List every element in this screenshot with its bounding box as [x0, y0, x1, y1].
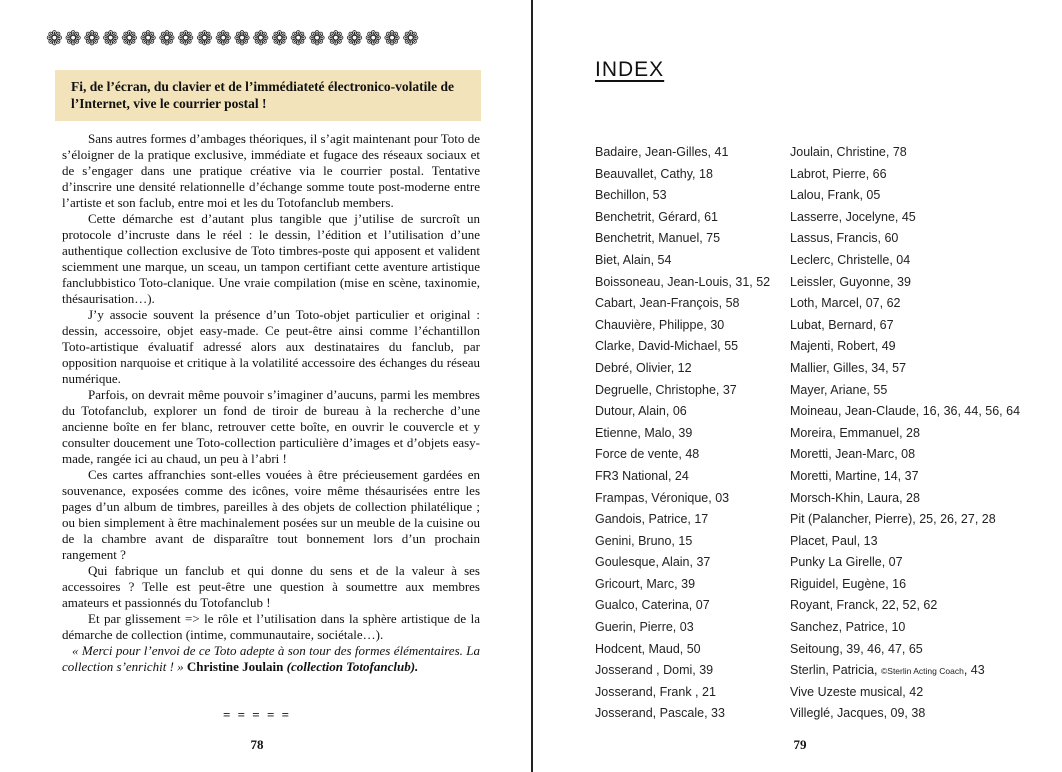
- body-text: [62, 131, 480, 675]
- index-entry: Royant, Franck, 22, 52, 62: [790, 598, 938, 613]
- index-entry: Placet, Paul, 13: [790, 533, 878, 548]
- paragraph: Cette démarche est d’autant plus tangible que j’utilise de surcroît un protocole d’incruste dans le réel : le dessin, l’édition et l’utilisation d’une authentique collection exclusive de Toto timbres-poste qui apposent et valident sciemment une marque, un sceau, un tampon certifiant cette aventure artistique fanclubbistico Toto-clanique. Une vraie compilation (mise en scène, taxinomie, thésaurisation…).: [62, 211, 480, 306]
- index-entry: Moretti, Martine, 14, 37: [790, 468, 919, 483]
- index-entry: Mallier, Gilles, 34, 57: [790, 360, 907, 375]
- paragraph: Et par glissement => le rôle et l’utilisation dans la sphère artistique de la démarche de collection (intime, communautaire, sociétale…).: [62, 611, 480, 642]
- index-entry: Lasserre, Jocelyne, 45: [790, 209, 916, 224]
- closing-segment: « Merci pour l’envoi de ce Toto adepte à son tour des formes élémentaires. La collection s’enrichit ! »: [62, 643, 480, 674]
- index-entry: Boissoneau, Jean-Louis, 31, 52: [595, 274, 771, 289]
- index-entry: Punky La Girelle, 07: [790, 555, 903, 570]
- index-entry: FR3 National, 24: [595, 468, 689, 483]
- index-entry: Hodcent, Maud, 50: [595, 641, 701, 656]
- index-entry: Moretti, Jean-Marc, 08: [790, 447, 916, 462]
- index-entry: Josserand, Frank , 21: [595, 684, 716, 699]
- right-page-number: 79: [793, 737, 807, 752]
- text-segment: Sterlin, Patricia,: [790, 663, 882, 678]
- index-entry: Majenti, Robert, 49: [790, 339, 896, 354]
- index-column-2: [790, 142, 1060, 725]
- paragraph: Parfois, on devrait même pouvoir s’imaginer d’aucuns, parmi les membres du Totofanclub, explorer un fond de tiroir de bureau à la recherche d’une ancienne boîte en fer blanc, retrouver cette boîte, en ouvrir le couvercle et y consulter doucement une Toto-collection particulière d’images et d’objets easy-made, rangée ici au chaud, un peu à l’abri !: [62, 387, 480, 466]
- index-entry: Mayer, Ariane, 55: [790, 382, 888, 397]
- index-entry: Labrot, Pierre, 66: [790, 166, 887, 181]
- index-entry: Biet, Alain, 54: [595, 252, 672, 267]
- index-column-1: [595, 142, 790, 725]
- index-entry: Degruelle, Christophe, 37: [595, 382, 737, 397]
- index-entry: Josserand , Domi, 39: [595, 663, 714, 678]
- closing-segment: Christine Joulain: [186, 659, 287, 674]
- index-entry: Benchetrit, Gérard, 61: [595, 209, 718, 224]
- index-entry: Leclerc, Christelle, 04: [790, 252, 911, 267]
- index-entry: Force de vente, 48: [595, 447, 700, 462]
- index-entry: Genini, Bruno, 15: [595, 533, 693, 548]
- index-entry: Gandois, Patrice, 17: [595, 512, 709, 527]
- index-entry: [790, 660, 1060, 682]
- separator: = = = = =: [222, 707, 292, 722]
- page-gutter-divider: [531, 0, 533, 772]
- index-entry: Loth, Marcel, 07, 62: [790, 296, 901, 311]
- index-entry: Leissler, Guyonne, 39: [790, 274, 911, 289]
- index-entry: Etienne, Malo, 39: [595, 425, 693, 440]
- index-entry: Josserand, Pascale, 33: [595, 706, 725, 721]
- index-title: INDEX: [595, 58, 665, 81]
- index-entry: Moineau, Jean-Claude, 16, 36, 44, 56, 64: [790, 404, 1021, 419]
- index-entry: Gricourt, Marc, 39: [595, 576, 696, 591]
- index-entry: Seitoung, 39, 46, 47, 65: [790, 641, 923, 656]
- index-entry: Debré, Olivier, 12: [595, 360, 692, 375]
- text-segment: ©Sterlin Acting Coach: [881, 666, 964, 677]
- index-entry: Guerin, Pierre, 03: [595, 620, 694, 635]
- text-segment: , 43: [963, 663, 985, 678]
- left-page-number: 78: [250, 737, 264, 752]
- index-entry: Beauvallet, Cathy, 18: [595, 166, 713, 181]
- closing-quote: [62, 643, 480, 675]
- paragraphs: [62, 131, 480, 643]
- index-entry: Dutour, Alain, 06: [595, 404, 687, 419]
- paragraph: Qui fabrique un fanclub et qui donne du sens et de la valeur à ses accessoires ? Telle est peut-être une question à soumettre aux membres amateurs et passionnés du Totofanclub !: [62, 563, 480, 610]
- index-entry: Sanchez, Patrice, 10: [790, 620, 906, 635]
- index-entry: Gualco, Caterina, 07: [595, 598, 710, 613]
- index-entry: Riguidel, Eugène, 16: [790, 576, 907, 591]
- index-entry: Chauvière, Philippe, 30: [595, 317, 725, 332]
- index-entry: Villeglé, Jacques, 09, 38: [790, 706, 926, 721]
- index-entry: Joulain, Christine, 78: [790, 145, 907, 159]
- index-entry: Moreira, Emmanuel, 28: [790, 425, 920, 440]
- index-entry: Cabart, Jean-François, 58: [595, 296, 740, 311]
- index-entry: Badaire, Jean-Gilles, 41: [595, 145, 729, 159]
- index-entry: Lubat, Bernard, 67: [790, 317, 894, 332]
- index-entry: Lalou, Frank, 05: [790, 188, 881, 203]
- paragraph: Ces cartes affranchies sont-elles vouées à être précieusement gardées en souvenance, exposées comme des icônes, voire même thésaurisées entre les pages d’un album de timbres, pareilles à des objets de collection philatélique ; ou bien simplement à être machinalement posées sur un meuble de la cuisine ou de la chambre avant de disparaître tout bonnement lors d’un prochain rangement ?: [62, 467, 480, 562]
- index-entry: Goulesque, Alain, 37: [595, 555, 711, 570]
- index-entry: Frampas, Véronique, 03: [595, 490, 730, 505]
- closing-segment: (collection Totofanclub).: [286, 659, 419, 674]
- paragraph: J’y associe souvent la présence d’un Toto-objet particulier et original : dessin, accessoire, objet easy-made. Ce peut-être ainsi comme l’échantillon Toto-artistique évaluatif adressé alors aux destinataires du fanclub, par opposition narquoise et critique à la volatilité accessoire des échanges du réseau numérique.: [62, 307, 480, 386]
- index-entry: Lassus, Francis, 60: [790, 231, 899, 246]
- index-entry: Morsch-Khin, Laura, 28: [790, 490, 920, 505]
- index-entry: Bechillon, 53: [595, 188, 667, 203]
- quote-box: Fi, de l’écran, du clavier et de l’immédiateté électronico-volatile de l’Internet, vive le courrier postal !: [55, 70, 481, 121]
- index-entry: Benchetrit, Manuel, 75: [595, 231, 721, 246]
- index-entry: Pit (Palancher, Pierre), 25, 26, 27, 28: [790, 512, 996, 527]
- index-entry: Clarke, David-Michael, 55: [595, 339, 739, 354]
- index-entry: Vive Uzeste musical, 42: [790, 684, 924, 699]
- ornament-row: ❁❁❁❁❁❁❁❁❁❁❁❁❁❁❁❁❁❁❁❁: [46, 26, 422, 50]
- paragraph: Sans autres formes d’ambages théoriques, il s’agit maintenant pour Toto de s’éloigner de la pratique exclusive, immédiate et fugace des réseaux sociaux et de s’engager dans une pratique créative via le courrier postal. Tentative d’inscrire une densité relationnelle d’échange somme toute post-moderne entre l’artiste et son faclub, entre moi et les du Totofanclub members.: [62, 131, 480, 210]
